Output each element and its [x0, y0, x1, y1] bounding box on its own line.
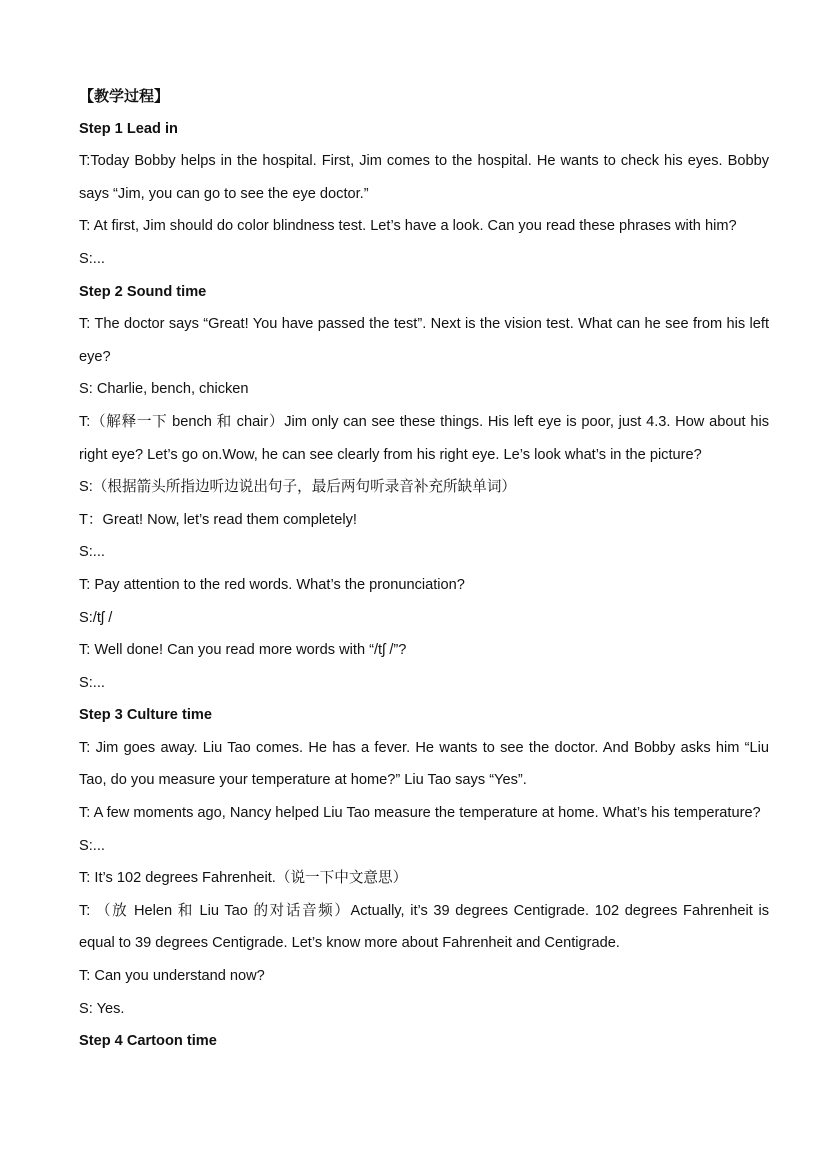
document-body — [79, 113, 769, 1058]
paragraph: T：Great! Now, let’s read them completely! — [79, 511, 357, 528]
step-heading: Step 2 Sound time — [79, 283, 207, 300]
paragraph: T:（解释一下 bench 和 chair）Jim only can see these things. His left eye is poor, just 4.3. How about his right eye? Let’s go on.Wow, he can see clearly from his right eye. Le’s look what’s in the picture? — [79, 413, 769, 463]
step-heading: Step 1 Lead in — [79, 120, 178, 137]
step-heading: Step 4 Cartoon time — [79, 1033, 217, 1050]
paragraph: T: At first, Jim should do color blindness test. Let’s have a look. Can you read these phrases with him? — [79, 218, 737, 235]
paragraph: T: The doctor says “Great! You have passed the test”. Next is the vision test. What can he see from his left eye? — [79, 316, 769, 365]
step-heading: Step 3 Culture time — [79, 707, 212, 724]
paragraph: S:（根据箭头所指边听边说出句子，最后两句听录音补充所缺单词） — [79, 479, 517, 496]
paragraph: S: Charlie, bench, chicken — [79, 381, 249, 398]
paragraph: T:Today Bobby helps in the hospital. First, Jim comes to the hospital. He wants to check his eyes. Bobby says “Jim, you can go to see the eye doctor.” — [79, 153, 769, 202]
paragraph: T: A few moments ago, Nancy helped Liu Tao measure the temperature at home. What’s his temperature? — [79, 805, 761, 822]
paragraph: S:... — [79, 837, 105, 854]
paragraph: S: Yes. — [79, 1000, 125, 1017]
paragraph: S:... — [79, 250, 105, 267]
paragraph: S:... — [79, 544, 105, 561]
paragraph: T: Can you understand now? — [79, 968, 265, 985]
paragraph: T: It’s 102 degrees Fahrenheit.（说一下中文意思） — [79, 870, 408, 887]
paragraph: S:... — [79, 674, 105, 691]
document-page — [79, 80, 769, 1058]
paragraph: S:/tʃ / — [79, 609, 113, 626]
paragraph: T: （放 Helen 和 Liu Tao 的对话音频）Actually, it’s 39 degrees Centigrade. 102 degrees Fahrenheit is equal to 39 degrees Centigrade. Let’s know more about Fahrenheit and Centigrade. — [79, 902, 769, 952]
paragraph: T: Well done! Can you read more words with “/tʃ /”? — [79, 642, 407, 659]
paragraph: T: Jim goes away. Liu Tao comes. He has a fever. He wants to see the doctor. And Bobby asks him “Liu Tao, do you measure your temperature at home?” Liu Tao says “Yes”. — [79, 739, 769, 789]
section-title: 【教学过程】 — [79, 87, 170, 105]
paragraph: T: Pay attention to the red words. What’s the pronunciation? — [79, 576, 465, 593]
